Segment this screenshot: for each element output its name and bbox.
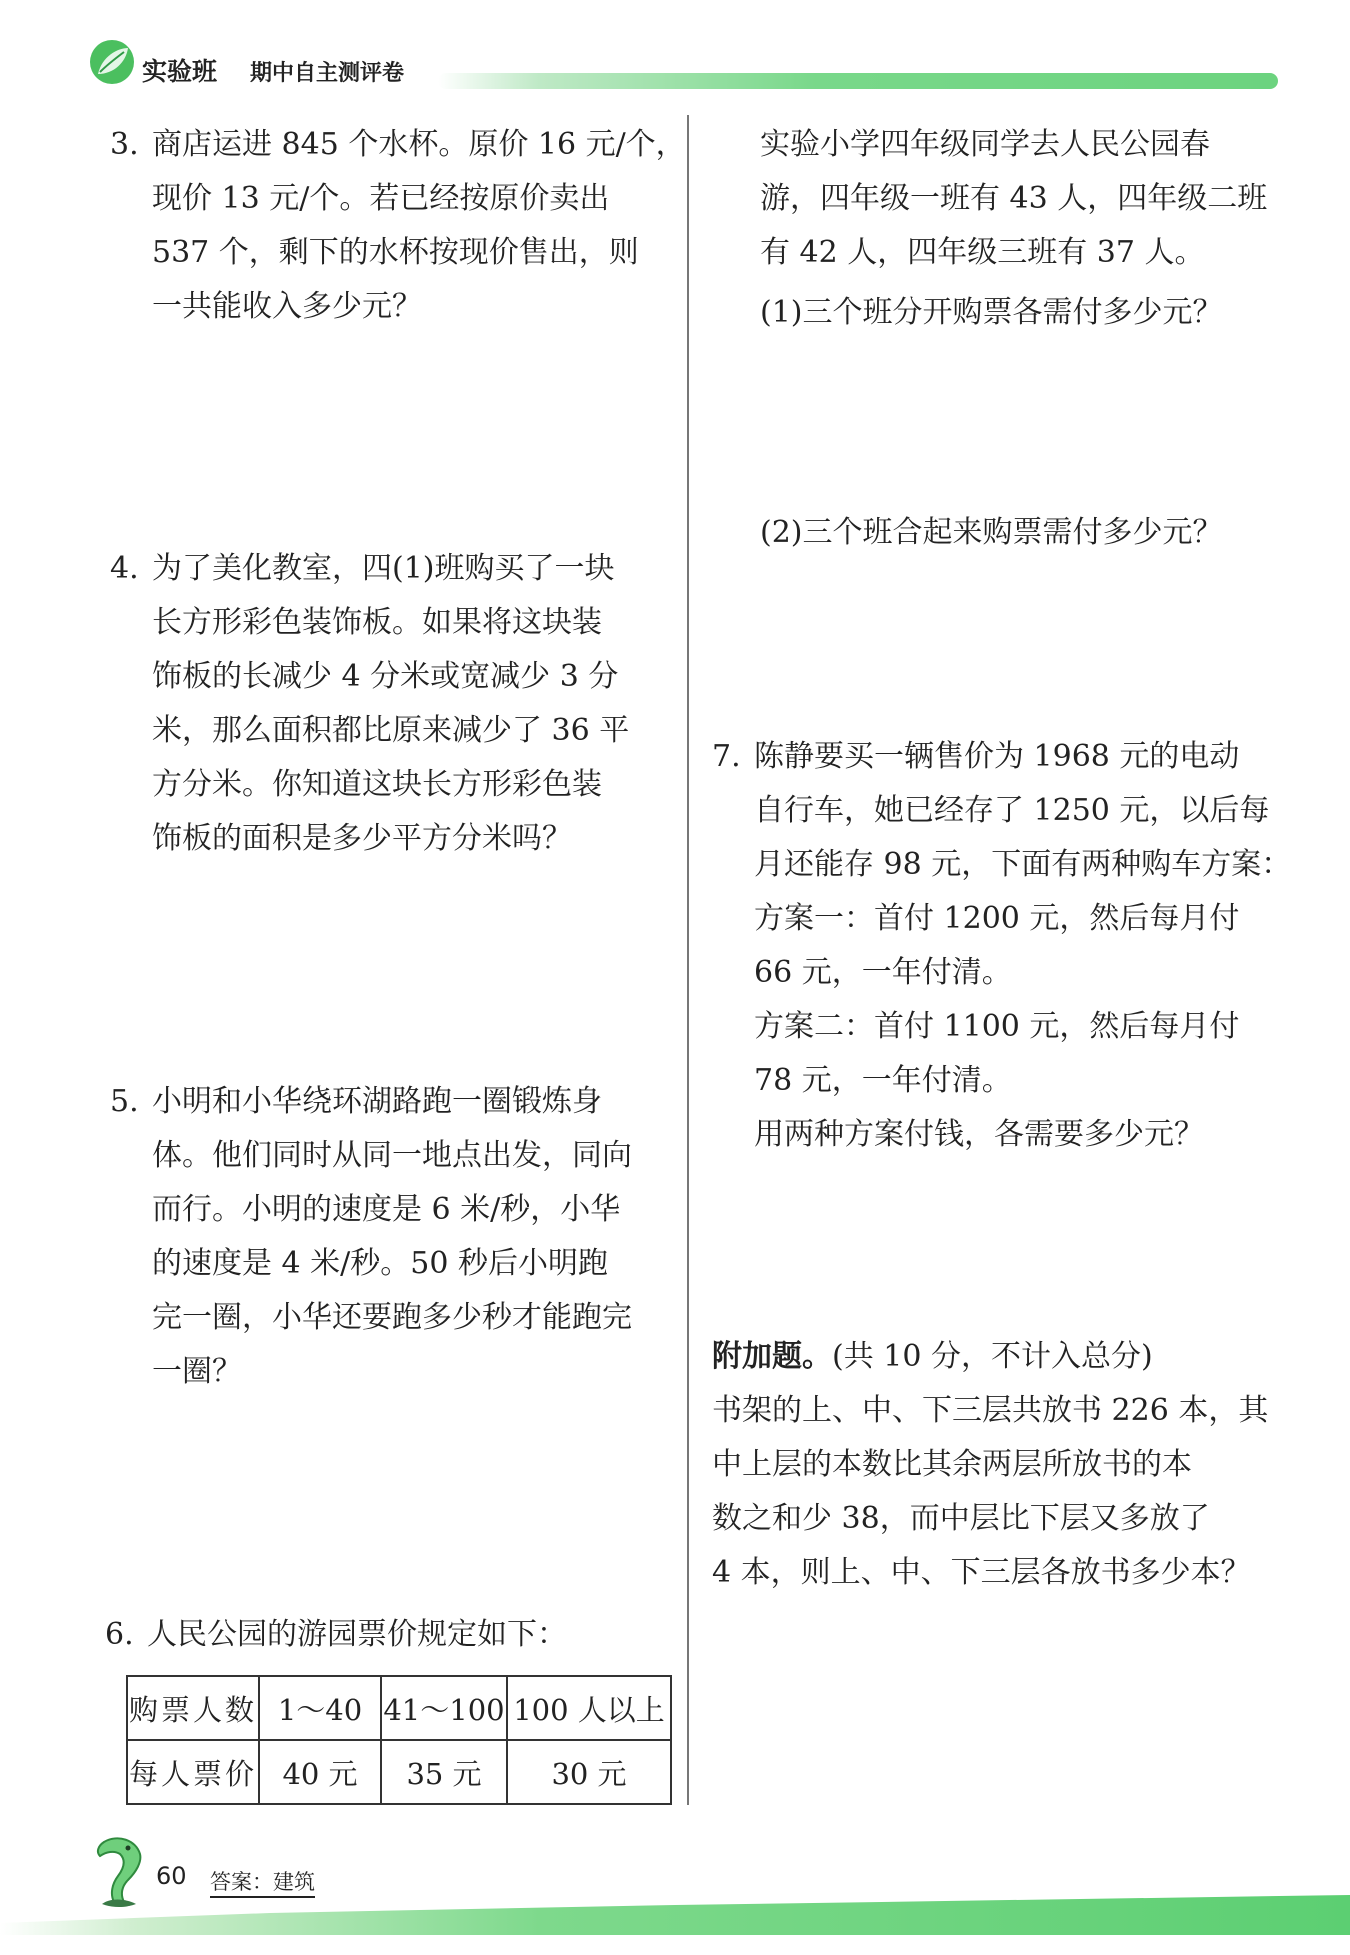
table-cell: 41～100 [381,1676,507,1740]
problem-line: 一圈？ [152,1354,242,1389]
problem-line: 月还能存 98 元，下面有两种购车方案： [754,847,1292,882]
footer-band [0,1895,1350,1935]
table-cell: 30 元 [507,1740,671,1804]
page-number: 60 [156,1862,187,1890]
problem-number: 7. [712,739,741,774]
problem-line: 饰板的长减少 4 分米或宽减少 3 分 [152,659,619,694]
problem-number: 3. [110,127,139,162]
problem-line: 实验小学四年级同学去人民公园春 [760,127,1210,162]
extra-heading [712,1330,1282,1384]
column-divider [687,115,689,1805]
problem-line: 方分米。你知道这块长方形彩色装 [152,767,602,802]
problem-line: 现价 13 元/个。若已经按原价卖出 [152,181,610,216]
problem-line: 为了美化教室，四(1)班购买了一块 [152,551,615,586]
problem-3 [110,118,686,334]
problem-line: 书架的上、中、下三层共放书 226 本，其 [712,1393,1269,1428]
answer-note: 答案：建筑 [210,1866,315,1898]
problem-line: 人民公园的游园票价规定如下： [147,1617,567,1652]
problem-line: 而行。小明的速度是 6 米/秒，小华 [152,1192,621,1227]
problem-line: 自行车，她已经存了 1250 元，以后每 [754,793,1270,828]
problem-7 [712,730,1292,1162]
extra-label: 附加题。 [712,1339,832,1374]
problem-line: 体。他们同时从同一地点出发，同向 [152,1138,632,1173]
problem-line: 商店运进 845 个水杯。原价 16 元/个， [152,127,686,162]
problem-line: 中上层的本数比其余两层所放书的本 [712,1447,1192,1482]
problem-line: 有 42 人，四年级三班有 37 人。 [760,235,1205,270]
table-cell: 100 人以上 [507,1676,671,1740]
problem-6 [105,1608,685,1662]
problem-6-question-1: (1)三个班分开购票各需付多少元？ [760,295,1223,330]
problem-line: 的速度是 4 米/秒。50 秒后小明跑 [152,1246,608,1281]
extra-note: (共 10 分，不计入总分) [832,1339,1153,1374]
problem-number: 4. [110,551,139,586]
problem-6-continued [760,118,1280,280]
problem-line: 小明和小华绕环湖路跑一圈锻炼身 [152,1084,602,1119]
problem-line: 完一圈，小华还要跑多少秒才能跑完 [152,1300,632,1335]
table-row [127,1740,671,1804]
problem-line: 537 个，剩下的水杯按现价售出，则 [152,235,639,270]
problem-line: 陈静要买一辆售价为 1968 元的电动 [754,739,1240,774]
table-cell: 1～40 [259,1676,381,1740]
problem-6-question-2: (2)三个班合起来购票需付多少元？ [760,515,1223,550]
table-cell: 40 元 [259,1740,381,1804]
dolphin-icon [84,1832,154,1910]
problem-line: 4 本，则上、中、下三层各放书多少本？ [712,1555,1251,1590]
problem-line: 饰板的面积是多少平方分米吗？ [152,821,572,856]
problem-line: 方案二：首付 1100 元，然后每月付 [754,1009,1240,1044]
table-cell: 购票人数 [127,1676,259,1740]
table-cell: 35 元 [381,1740,507,1804]
problem-line: 78 元，一年付清。 [754,1063,1012,1098]
extra-problem [712,1330,1282,1600]
leaf-logo-icon [88,38,136,86]
problem-line: 一共能收入多少元？ [152,289,422,324]
brand-name: 实验班 [142,57,218,86]
page-header [0,0,1350,110]
header-band [438,73,1278,89]
problem-line: 米，那么面积都比原来减少了 36 平 [152,713,630,748]
problem-4 [110,542,670,866]
problem-line: 游，四年级一班有 43 人，四年级二班 [760,181,1268,216]
ticket-price-table [126,1675,672,1805]
problem-line: 用两种方案付钱，各需要多少元？ [754,1117,1204,1152]
problem-line: 数之和少 38，而中层比下层又多放了 [712,1501,1210,1536]
problem-5 [110,1075,670,1399]
table-row [127,1676,671,1740]
problem-line: 方案一：首付 1200 元，然后每月付 [754,901,1240,936]
book-title: 期中自主测评卷 [250,61,405,86]
problem-number: 5. [110,1084,139,1119]
problem-line: 66 元，一年付清。 [754,955,1012,990]
table-cell: 每人票价 [127,1740,259,1804]
problem-line: 长方形彩色装饰板。如果将这块装 [152,605,602,640]
problem-number: 6. [105,1617,134,1652]
